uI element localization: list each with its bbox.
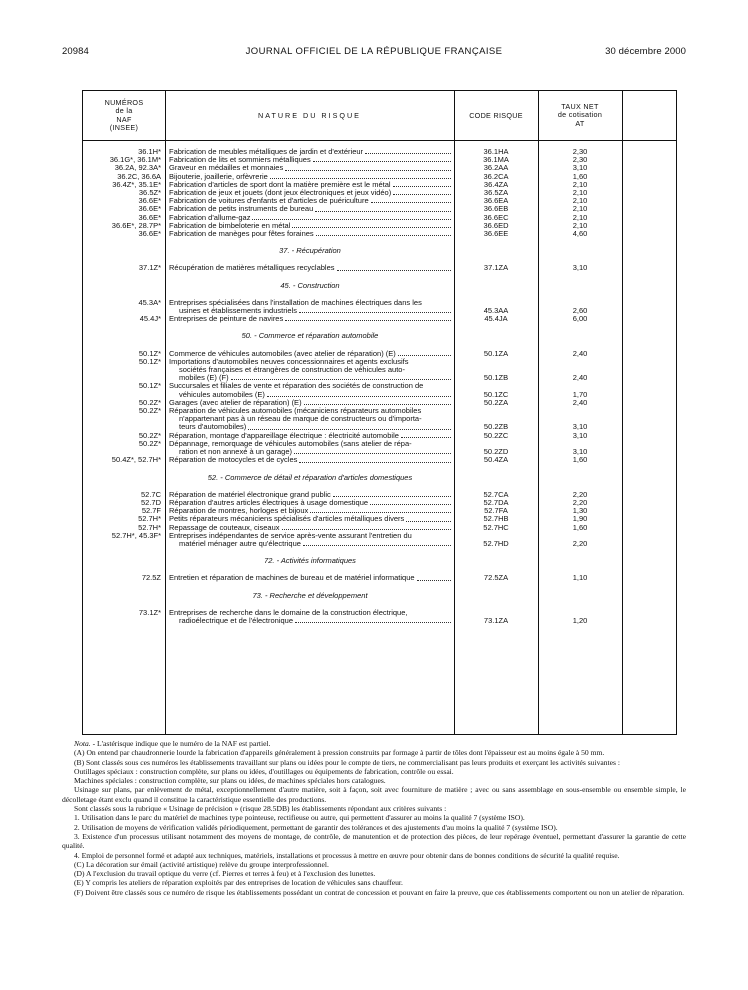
table-row: 36.6E* Fabrication de manèges pour fêtes foraines 36.6EE 4,60 bbox=[138, 229, 588, 239]
note-criterion-4: 4. Emploi de personnel formé et adapté aux techniques, matériels, installations et processus à mettre en œuvre pour obtenir dans de bonnes conditions de sécurité la qualité requise. bbox=[74, 850, 620, 860]
risk-table bbox=[82, 90, 677, 735]
table-row: 52.7F Réparation de montres, horloges et bijoux 52.7FA 1,30 bbox=[141, 506, 588, 516]
table-row: 36.1H* Fabrication de meubles métalliques de jardin et d'extérieur 36.1HA 2,30 bbox=[138, 147, 588, 156]
note-criterion-3: 3. Existence d'un processus utilisant notamment des moyens de montage, de contrôle, de manutention et de protection des pièces, de leur repérage éventuel, permettant d'assurer la garantie de cette qualité. bbox=[62, 831, 686, 851]
header-code: CODE RISQUE bbox=[469, 111, 523, 120]
table-row: 45.3A* Entreprises spécialisées dans l'installation de machines électriques dans les usines et établissements industriels 45.3AA 2,60 bbox=[138, 297, 588, 316]
table-row: 50.4Z*, 52.7H* Réparation de motocycles et de cycles 50.4ZA 1,60 bbox=[111, 455, 588, 465]
table-body bbox=[83, 148, 676, 625]
table-row: 36.1G*, 36.1M* Fabrication de lits et sommiers métalliques 36.1MA 2,30 bbox=[109, 155, 588, 165]
table-row: 50.2Z* Garages (avec atelier de réparation) (E) 50.2ZA 2,40 bbox=[138, 397, 588, 407]
note-a: (A) On entend par chaudronnerie lourde la fabrication d'appareils généralement à pression construits par formage à partir de tôles dont l'épaisseur est au moins égale à 50 mm. bbox=[74, 748, 605, 758]
table-row: 36.6E* Fabrication d'allume-gaz 36.6EC 2,10 bbox=[138, 212, 588, 222]
table-row: 36.2C, 36.6A Bijouterie, joaillerie, orfèvrerie 36.2CA 1,60 bbox=[117, 171, 588, 181]
table-row: 52.7H*, 45.3F* Entreprises indépendantes de service après-vente assurant l'entretien du matériel ménager autre qu'électrique 52.7HD 2,20 bbox=[111, 530, 588, 548]
page-header bbox=[62, 46, 686, 58]
header-divider bbox=[83, 140, 676, 141]
note-c: (C) La décoration sur émail (activité artistique) relève du groupe interprofessionnel. bbox=[74, 859, 329, 869]
table-row: 50.2Z* Dépannage, remorquage de véhicules automobiles (sans atelier de répa- ration et non annexé à un garage) 50.2ZD 3,10 bbox=[138, 438, 588, 457]
section-title: 37. - Récupération bbox=[279, 246, 341, 256]
note-outillages: Outillages spéciaux : construction complète, sur plans ou idées, d'outillages ou équipements de fabrication, contrôle ou essai. bbox=[74, 766, 454, 776]
table-row: 50.1Z* Succursales et filiales de vente et réparation des sociétés de construction de véhicules automobiles (E) 50.1ZC 1,70 bbox=[138, 381, 588, 399]
table-row: 52.7C Réparation de matériel électronique grand public 52.7CA 2,20 bbox=[140, 489, 588, 499]
section-title: 50. - Commerce et réparation automobile bbox=[241, 331, 379, 341]
note-criterion-1: 1. Utilisation dans le parc du matériel de machines type pointeuse, rectifieuse ou autre, qui permettent d'assurer au moins la qualité 7 (système ISO). bbox=[74, 813, 525, 823]
table-row: 52.7H* Repassage de couteaux, ciseaux 52.7HC 1,60 bbox=[138, 522, 588, 532]
note-usinage: Usinage sur plans, par enlèvement de métal, exceptionnellement d'autre matière, soit à façon, soit avec fourniture de matière ; avec ou sans assemblage en sous-ensemble ou ensemble simple, le décolletage étant exclu quand il constitue la caractéristique essentielle des productions. bbox=[62, 785, 686, 804]
header-nature: NATURE DU RISQUE bbox=[258, 111, 361, 120]
note-nota: Nota. - L'astérisque indique que le numéro de la NAF est partiel. bbox=[74, 739, 271, 748]
table-row: 72.5Z Entretien et réparation de machines de bureau et de matériel informatique 72.5ZA 1,10 bbox=[141, 573, 588, 583]
table-row: 52.7D Réparation d'autres articles électriques à usage domestique 52.7DA 2,20 bbox=[140, 497, 588, 507]
table-row: 36.5Z* Fabrication de jeux et jouets (dont jeux électroniques et jeux vidéo) 36.5ZA 2,10 bbox=[138, 188, 588, 198]
page-number: 20984 bbox=[62, 46, 89, 57]
table-row: 50.2Z* Réparation de véhicules automobiles (mécaniciens réparateurs automobiles n'appartenant pas à un réseau de marque de constructeurs ou d'importa- teurs d'automobiles) 50.2ZB 3,10 bbox=[138, 406, 588, 432]
table-row: 50.1Z* Commerce de véhicules automobiles (avec atelier de réparation) (E) 50.1ZA 2,40 bbox=[138, 348, 588, 358]
note-e: (E) Y compris les ateliers de réparation exploités par des entreprises de location de véhicules sans chauffeur. bbox=[74, 878, 403, 888]
section-title: 73. - Recherche et développement bbox=[252, 590, 368, 600]
note-usinage-precision: Sont classés sous la rubrique « Usinage de précision » (risque 28.5DB) les établissements répondant aux critères suivants : bbox=[74, 804, 447, 814]
table-row: 36.6E* Fabrication de voitures d'enfants et d'articles de puériculture 36.6EA 2,10 bbox=[138, 196, 588, 206]
note-machines: Machines spéciales : construction complète, sur plans ou idées, de machines spéciales hors catalogues. bbox=[74, 776, 386, 786]
table-row: 50.1Z* Importations d'automobiles neuves concessionnaires et agents exclusifs sociétés françaises et étrangères de construction de véhicules auto- mobiles (E) (F) 50.1ZB 2,40 bbox=[138, 356, 588, 383]
table-row: 50.2Z* Réparation, montage d'appareillage électrique : électricité automobile 50.2ZC 3,10 bbox=[138, 430, 588, 440]
table-row: 73.1Z* Entreprises de recherche dans le domaine de la construction électrique, radioélectrique et de l'électronique 73.1ZA 1,20 bbox=[138, 607, 588, 625]
note-f: (F) Doivent être classés sous ce numéro de risque les établissements possédant un contrat de concession et pouvant en faire la preuve, que ces établissements comportent ou non un atelier de réparation. bbox=[74, 887, 685, 897]
section-title: 45. - Construction bbox=[280, 280, 340, 290]
section-title: 52. - Commerce de détail et réparation d'articles domestiques bbox=[207, 472, 413, 482]
note-b: (B) Sont classés sous ces numéros les établissements travaillant sur plans ou idées pour le compte de tiers, ne commercialisant pas leurs produits et exerçant les activités suivantes : bbox=[74, 757, 620, 767]
note-d: (D) A l'exclusion du travail optique du verre (cf. Pierres et terres à feu) et à l'exclusion des lunettes. bbox=[74, 869, 376, 879]
table-row: 36.2A, 92.3A* Graveur en médailles et monnaies 36.2AA 3,10 bbox=[114, 163, 588, 173]
note-criterion-2: 2. Utilisation de moyens de vérification validés périodiquement, permettant de garantir des tolérances et des ajustements d'au moins la qualité 7 (système ISO). bbox=[74, 822, 558, 832]
header-taux: TAUX NET de cotisation AT bbox=[557, 102, 603, 128]
table-row: 52.7H* Petits réparateurs mécaniciens spécialisés d'articles métalliques divers 52.7HB 1,90 bbox=[138, 514, 588, 524]
publication-date: 30 décembre 2000 bbox=[605, 46, 686, 57]
table-row: 36.4Z*, 35.1E* Fabrication d'articles de sport dont la matière première est le métal 36.4ZA 2,10 bbox=[112, 179, 588, 189]
header-naf: NUMÉROS de la NAF (INSEE) bbox=[104, 98, 144, 133]
table-row: 36.6E*, 28.7P* Fabrication de bimbeloterie en métal 36.6ED 2,10 bbox=[111, 220, 588, 230]
footnotes bbox=[62, 739, 686, 897]
table-row: 45.4J* Entreprises de peinture de navires 45.4JA 6,00 bbox=[139, 314, 588, 324]
journal-title: JOURNAL OFFICIEL DE LA RÉPUBLIQUE FRANÇAISE bbox=[245, 46, 503, 57]
table-row: 37.1Z* Récupération de matières métalliques recyclables 37.1ZA 3,10 bbox=[138, 263, 588, 273]
table-row: 36.6E* Fabrication de petits instruments de bureau 36.6EB 2,10 bbox=[138, 204, 588, 214]
section-title: 72. - Activités informatiques bbox=[264, 556, 356, 566]
